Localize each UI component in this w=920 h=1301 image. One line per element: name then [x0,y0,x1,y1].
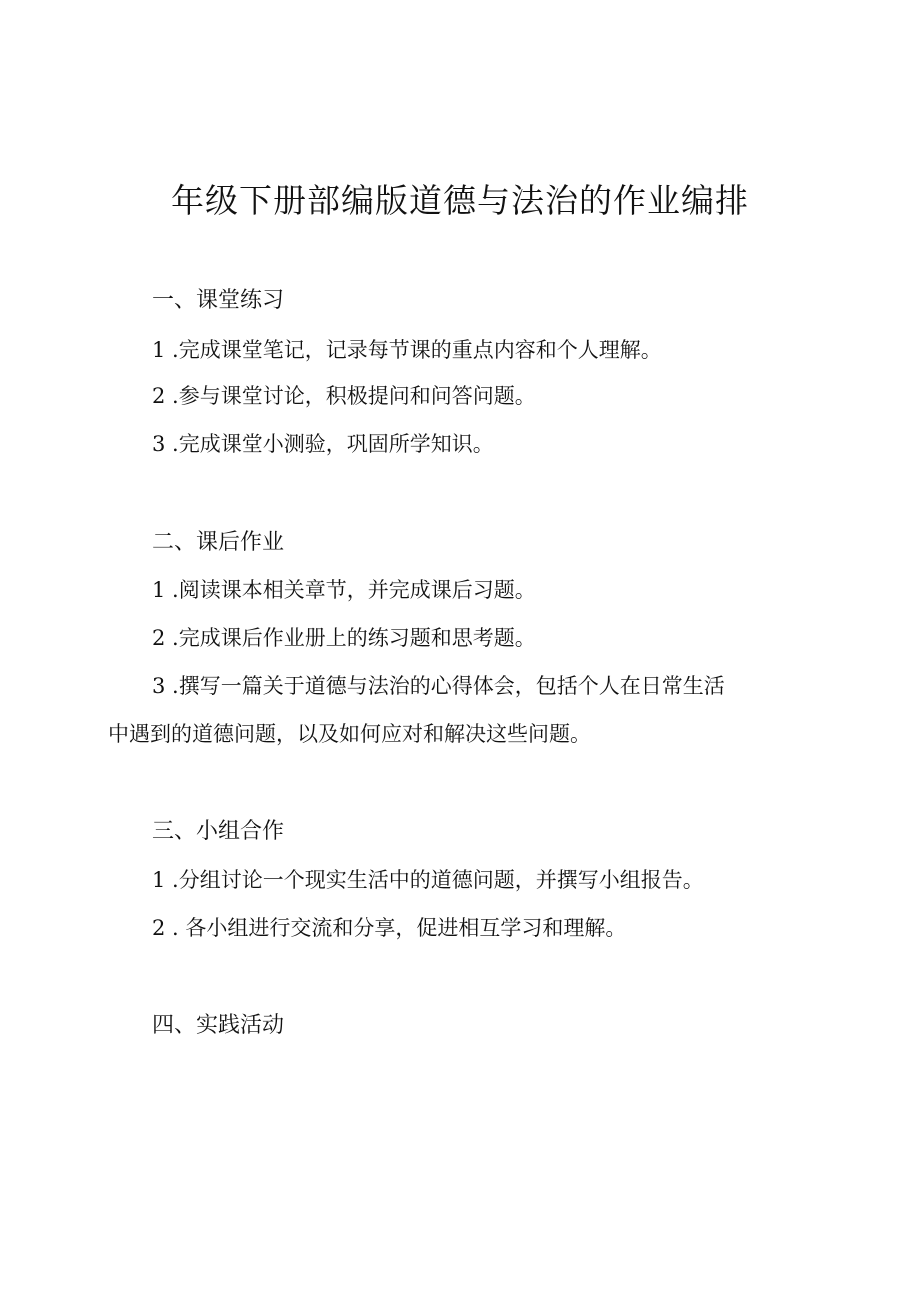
list-item: 2 . 各小组进行交流和分享，促进相互学习和理解。 [152,916,627,940]
list-item: 1 .分组讨论一个现实生活中的道德问题，并撰写小组报告。 [152,868,704,892]
section-heading-practice-activities: 四、实践活动 [152,1013,285,1038]
section-heading-group-work: 三、小组合作 [152,819,285,844]
list-item: 1 .阅读课本相关章节，并完成课后习题。 [152,578,536,602]
list-item: 1 .完成课堂笔记，记录每节课的重点内容和个人理解。 [152,338,662,362]
list-item: 3 .完成课堂小测验，巩固所学知识。 [152,432,494,456]
section-heading-classroom-practice: 一、课堂练习 [152,288,285,313]
section-heading-homework: 二、课后作业 [152,530,285,555]
list-item-continuation: 中遇到的道德问题，以及如何应对和解决这些问题。 [108,722,591,746]
document-title: 年级下册部编版道德与法治的作业编排 [171,181,749,220]
list-item: 2 .参与课堂讨论，积极提问和问答问题。 [152,384,536,408]
list-item: 2 .完成课后作业册上的练习题和思考题。 [152,626,536,650]
list-item: 3 .撰写一篇关于道德与法治的心得体会，包括个人在日常生活 [152,674,725,698]
